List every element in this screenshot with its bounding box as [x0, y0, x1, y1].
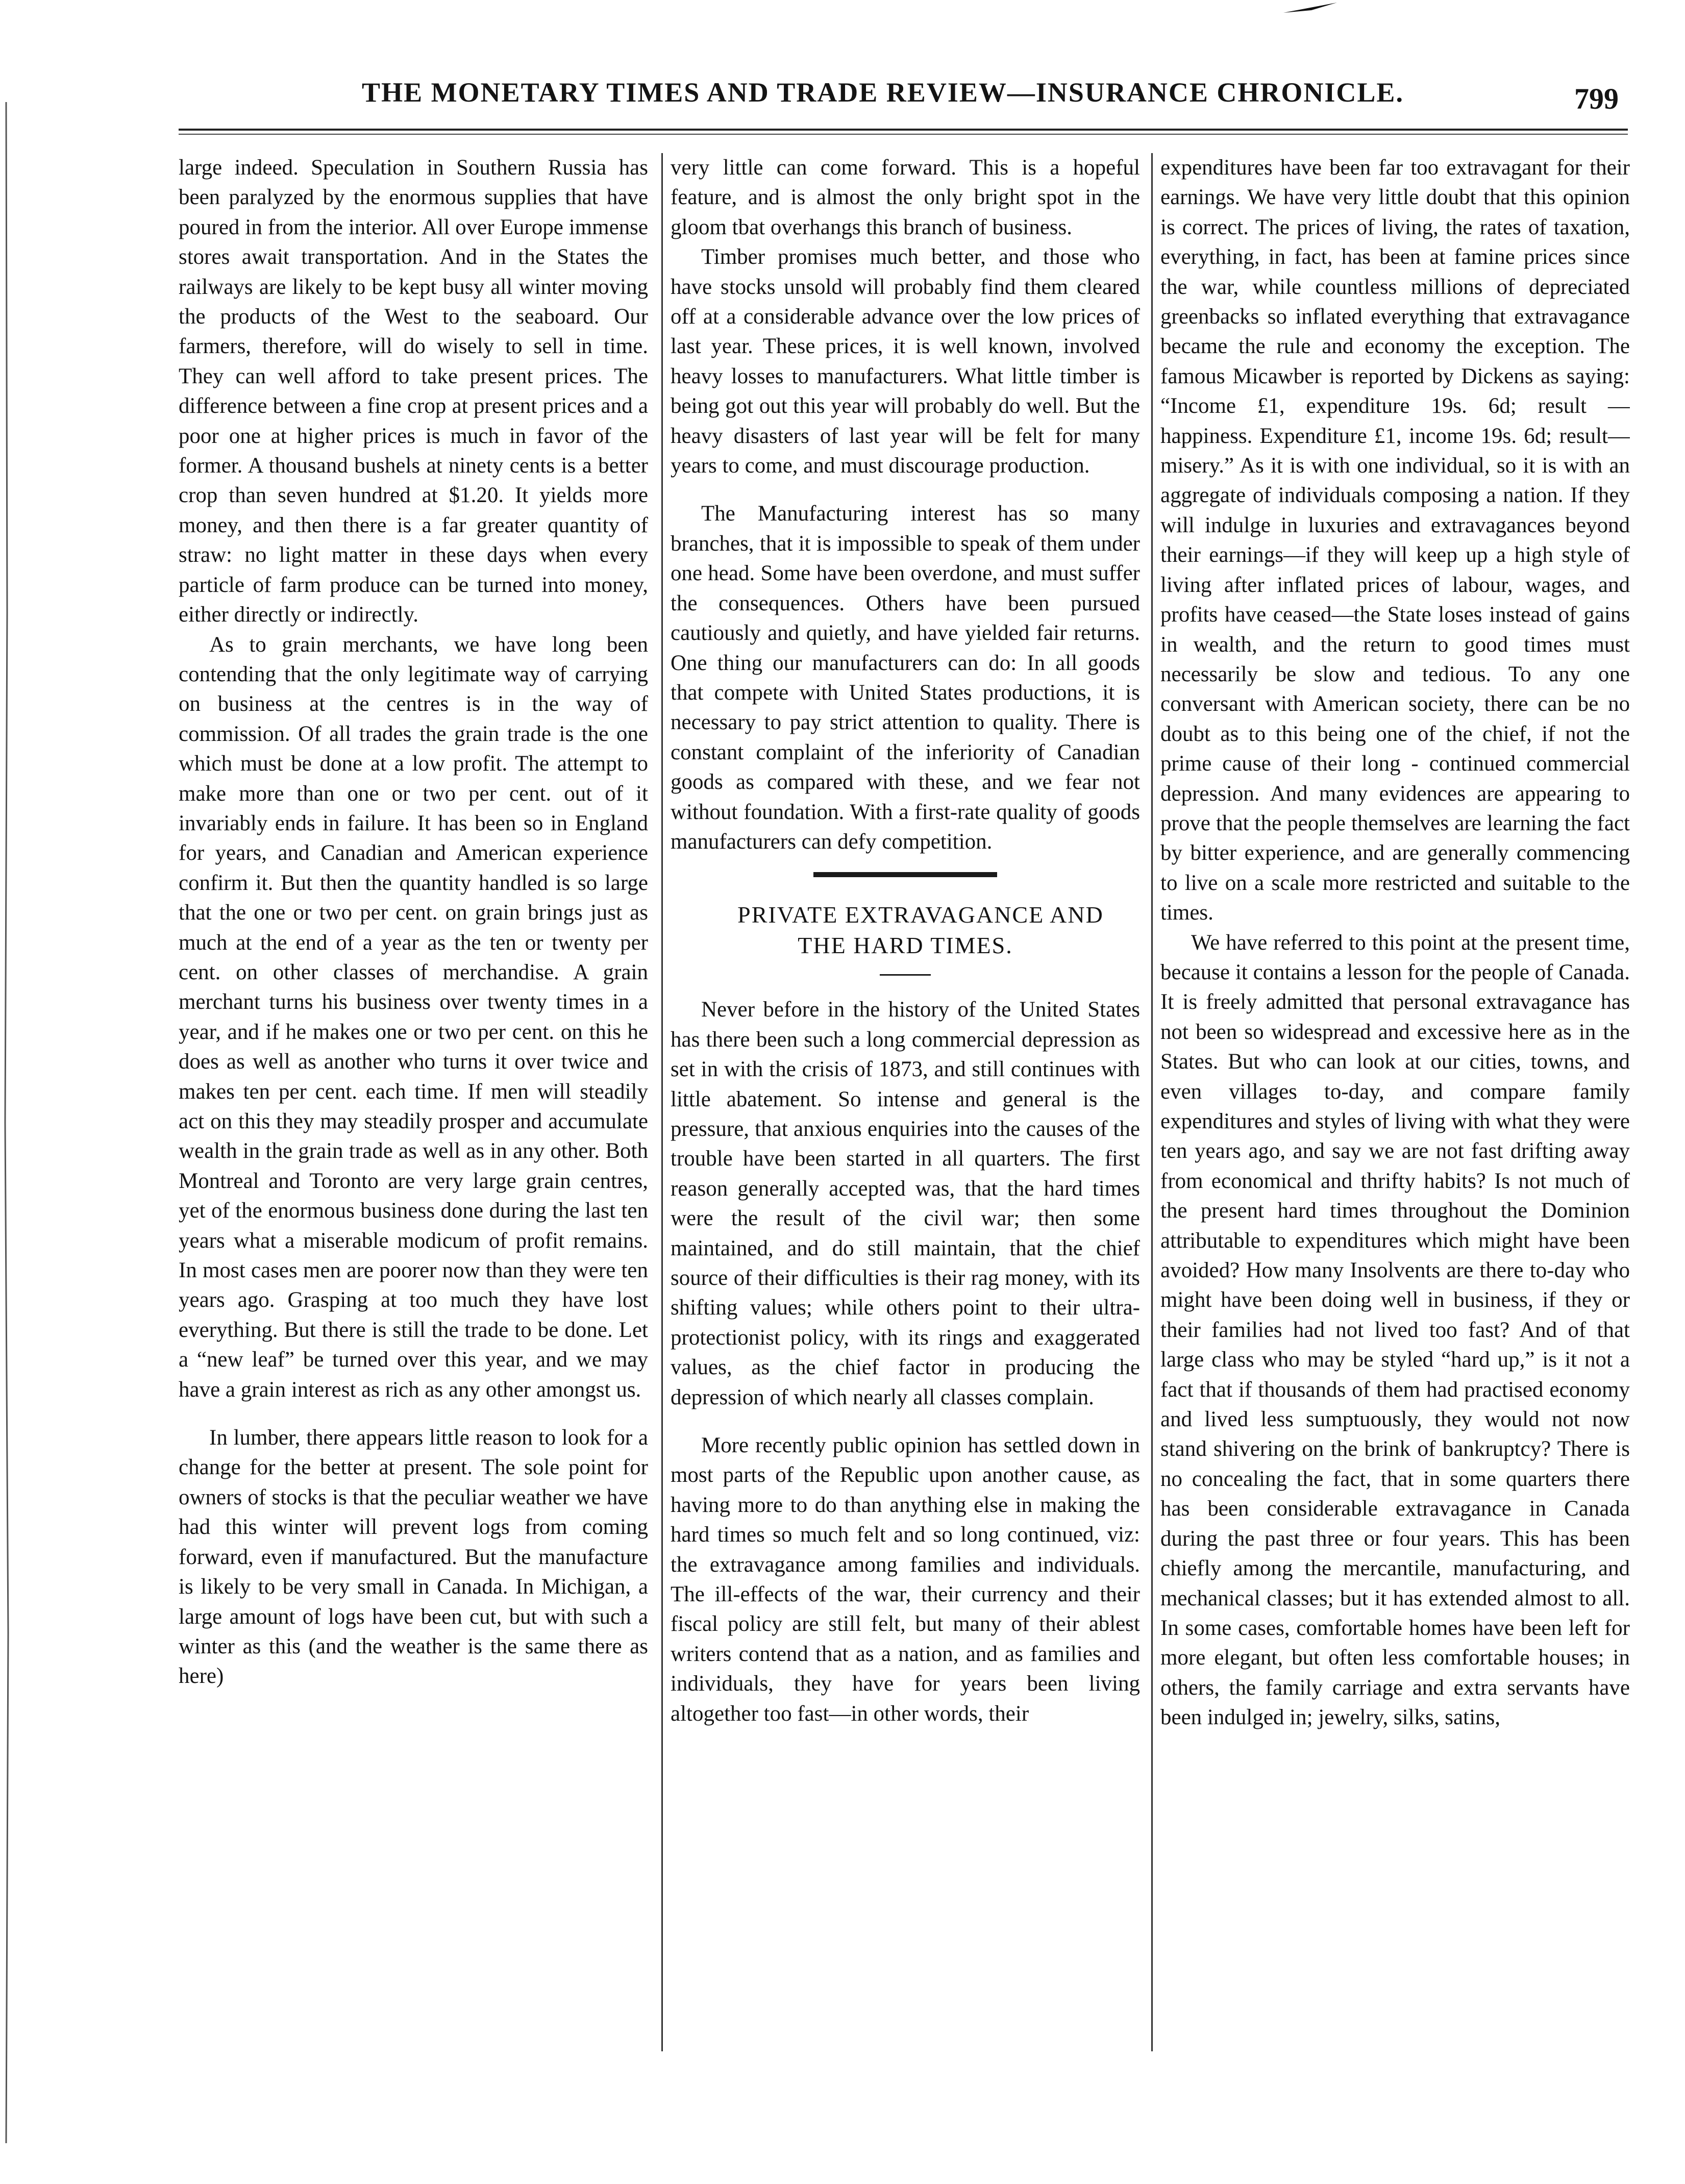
ink-mark: [1281, 0, 1342, 15]
paragraph: Timber promises much better, and those who have stocks unsold will probably find them cleared off at a considerable advance over the low prices of last year. These prices, it is well known, involved heavy losses to manufacturers. What little timber is being got out this year will probably do well. But the heavy disasters of last year will be felt for many years to come, and must discourage production.: [671, 245, 1140, 478]
section-heading-line-1: PRIVATE EXTRAVAGANCE AND: [737, 902, 1104, 928]
header-rule: [179, 129, 1628, 131]
column-divider-1: [661, 153, 663, 2051]
column-3: [1160, 153, 1630, 2051]
running-title: THE MONETARY TIMES AND TRADE REVIEW—INSURANCE CHRONICLE.: [362, 77, 1404, 108]
scan-edge-shadow: [0, 0, 15, 2184]
paragraph: Never before in the history of the United States has there been such a long commercial depression as set in with the crisis of 1873, and still continues with little abatement. So intense and general is the pressure, that anxious enquiries into the causes of the trouble have been started in all quarters. The first reason generally accepted was, that the hard times were the result of the civil war; then some maintained, and do still maintain, that the chief source of their difficulties is their rag money, with its shifting values; while others point to their ultra-protectionist policy, with its rings and exaggerated values, as the chief factor in producing the depression of which nearly all classes complain.: [671, 998, 1140, 1409]
column-2: [671, 153, 1140, 2051]
heading-underline: [880, 974, 931, 976]
page-number: 799: [1574, 82, 1619, 115]
paragraph: large indeed. Speculation in Southern Russia has been paralyzed by the enormous supplies that have poured in from the interior. All over Europe immense stores await transportation. And in the States the railways are likely to be kept busy all winter moving the products of the West to the seaboard. Our farmers, therefore, will do wisely to sell in time. They can well afford to take present prices. The difference between a fine crop at present prices and a poor one at higher prices is much in favor of the former. A thousand bushels at ninety cents is a better crop than seven hundred at $1.20. It yields more money, and then there is a far greater quantity of straw: no light matter in these days when every particle of farm produce can be turned into money, either directly or indirectly.: [179, 156, 648, 627]
section-divider: [813, 872, 997, 877]
paragraph: The Manufacturing interest has so many branches, that it is impossible to speak of them under one head. Some have been overdone, and must suffer the consequences. Others have been pursued cautiously and quietly, and have yielded fair returns. One thing our manufacturers can do: In all goods that compete with United States productions, it is necessary to pay strict attention to quality. There is constant complaint of the inferiority of Canadian goods as compared with these, and we fear not without foundation. With a first-rate quality of goods manufacturers can defy competition.: [671, 502, 1140, 854]
paragraph: very little can come forward. This is a hopeful feature, and is almost the only bright spot in the gloom tbat overhangs this branch of business.: [671, 156, 1140, 239]
header-rule-thin: [179, 134, 1628, 135]
column-divider-2: [1151, 153, 1153, 2051]
section-heading: [671, 900, 1140, 961]
paragraph: In lumber, there appears little reason to look for a change for the better at present. The sole point for owners of stocks is that the peculiar weather we have had this winter will prevent logs from coming forward, even if manufactured. But the manufacture is likely to be very small in Canada. In Michigan, a large amount of logs have been cut, but with such a winter as this (and the weather is the same there as here): [179, 1426, 648, 1689]
paragraph: expenditures have been far too extravagant for their earnings. We have very little doubt that this opinion is correct. The prices of living, the rates of taxation, everything, in fact, has been at famine prices since the war, while countless millions of depreciated greenbacks so inflated everything that extravagance became the rule and economy the exception. The famous Micawber is reported by Dickens as saying: “Income £1, expenditure 19s. 6d; result — happiness. Expenditure £1, income 19s. 6d; result—misery.” As it is with one individual, so it is with an aggregate of individuals composing a nation. If they will indulge in luxuries and extravagances beyond their earnings—if they will keep up a high style of living after inflated prices of labour, wages, and profits have ceased—the State loses instead of gains in wealth, and the return to good times must necessarily be slow and tedious. To any one conversant with American society, there can be no doubt as to this being one of the chief, if not the prime cause of their long - continued commercial depression. And many evidences are appearing to prove that the people themselves are learning the fact by bitter experience, and are generally commencing to live on a scale more restricted and suitable to the times.: [1160, 156, 1630, 925]
paragraph: More recently public opinion has settled down in most parts of the Republic upon another cause, as having more to do than anything else in making the hard times so much felt and so long continued, viz: the extravagance among families and individuals. The ill-effects of the war, their currency and their fiscal policy are still felt, but many of their ablest writers contend that as a nation, and as families and individuals, they have for years been living altogether too fast—in other words, their: [671, 1433, 1140, 1726]
column-1: [179, 153, 648, 2051]
paragraph: As to grain merchants, we have long been contending that the only legitimate way of carrying on business at the centres is in the way of commission. Of all trades the grain trade is the one which must be done at a low profit. The attempt to make more than one or two per cent. out of it invariably ends in failure. It has been so in England for years, and Canadian and American experience confirm it. But then the quantity handled is so large that the one or two per cent. on grain brings just as much at the end of a year as the ten or twenty per cent. on other classes of merchandise. A grain merchant turns his business over twenty times in a year, and if he makes one or two per cent. on this he does as well as another who turns it over twice and makes ten per cent. each time. If men will steadily act on this they may steadily prosper and accumulate wealth in the grain trade as well as in any other. Both Montreal and Toronto are very large grain centres, yet of the enormous business done during the last ten years what a miserable modicum of profit remains. In most cases men are poorer now than they were ten years ago. Grasping at too much they have lost everything. But there is still the trade to be done. Let a “new leaf” be turned over this year, and we may have a grain interest as rich as any other amongst us.: [179, 632, 648, 1402]
paragraph: We have referred to this point at the present time, because it contains a lesson for the people of Canada. It is freely admitted that personal extravagance has not been so widespread and excessive here as in the States. But who can look at our cities, towns, and even villages to-day, and compare family expenditures and styles of living with what they were ten years ago, and say we are not fast drifting away from economical and thrifty habits? Is not much of the present hard times throughout the Dominion attributable to expenditures which might have been avoided? How many Insolvents are there to-day who might have been doing well in business, if they or their families had not lived too fast? And of that large class who may be styled “hard up,” is it not a fact that if thousands of them had practised economy and lived less sumptuously, they would not now stand shivering on the brink of bankruptcy? There is no concealing the fact, that in some quarters there has been considerable extravagance in Canada during the past three or four years. This has been chiefly among the mercantile, manufacturing, and mechanical classes; but it has extended almost to all. In some cases, comfortable homes have been left for more elegant, but often less comfortable houses; in others, the family carriage and extra servants have been indulged in; jewelry, silks, satins,: [1160, 930, 1630, 1730]
section-heading-line-2: THE HARD TIMES.: [798, 932, 1013, 959]
